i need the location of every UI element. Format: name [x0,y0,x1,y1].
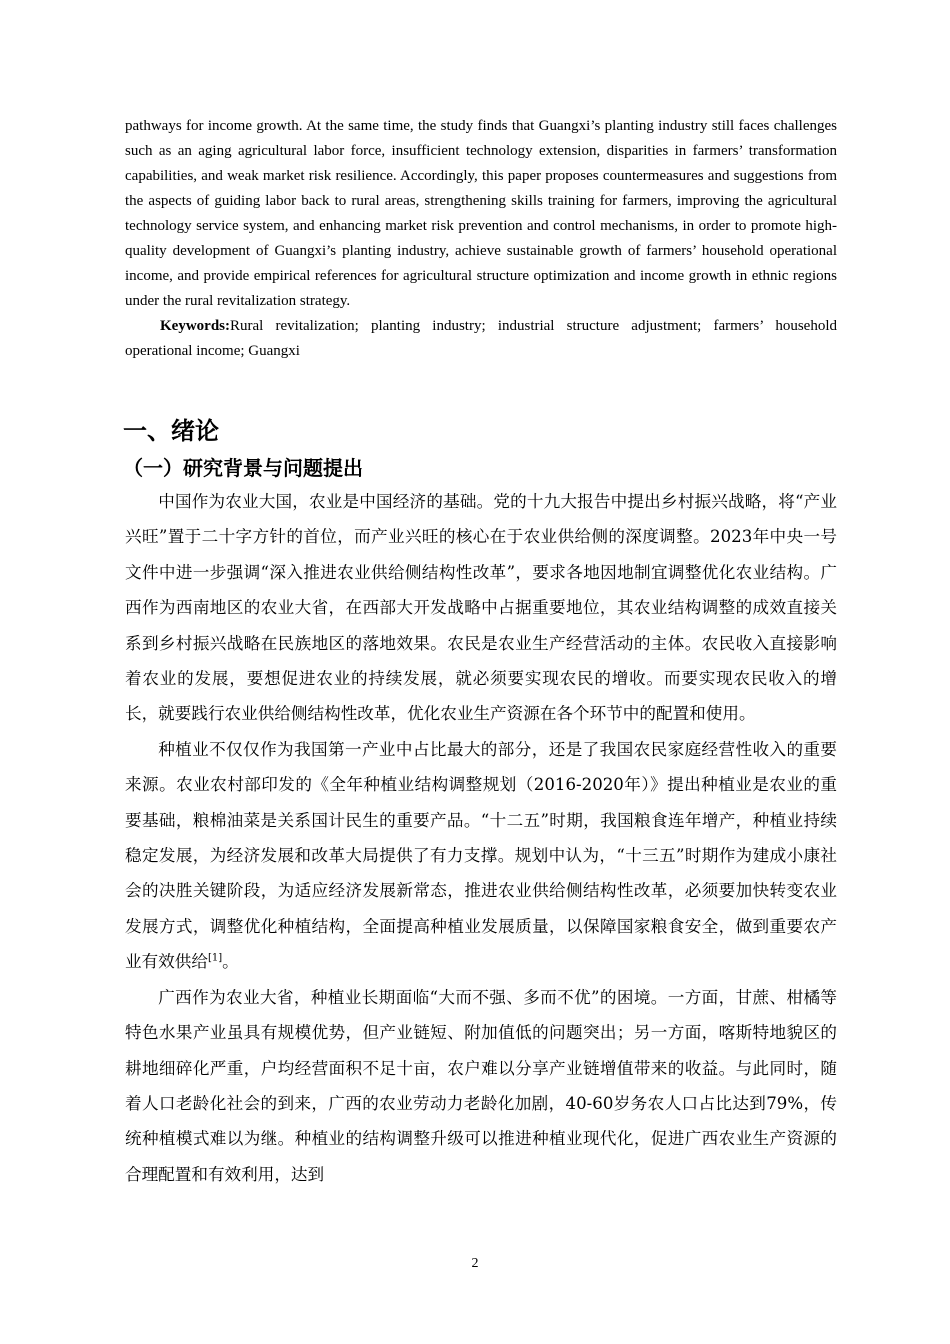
citation-1[interactable]: [1] [207,952,223,964]
keywords-text: Rural revitalization; planting industry; industrial structure adjustment; farmers’ household operational income; Guangxi [125,318,837,359]
subsection-heading: （一）研究背景与问题提出 [123,456,363,480]
paragraph-2-text: 种植业不仅仅作为我国第一产业中占比最大的部分，还是了我国农民家庭经营性收入的重要来源。农业农村部印发的《全年种植业结构调整规划（2016-2020年）》提出种植业是农业的重要基础，粮棉油菜是关系国计民生的重要产品。“十二五”时期，我国粮食连年增产，种植业持续稳定发展，为经济发展和改革大局提供了有力支撑。规划中认为，“十三五”时期作为建成小康社会的决胜关键阶段，为适应经济发展新常态，推进农业供给侧结构性改革，必须要加快转变农业发展方式，调整优化种植结构，全面提高种植业发展质量，以保障国家粮食安全，做到重要农产业有效供给 [125,739,837,972]
paragraph-2 [125,732,837,980]
page-number: 2 [471,1256,479,1271]
paragraph-3: 广西作为农业大省，种植业长期面临“大而不强、多而不优”的困境。一方面，甘蔗、柑橘等特色水果产业虽具有规模优势，但产业链短、附加值低的问题突出；另一方面，喀斯特地貌区的耕地细碎化严重，户均经营面积不足十亩，农户难以分享产业链增值带来的收益。与此同时，随着人口老龄化社会的到来，广西的农业劳动力老龄化加剧，40-60岁务农人口占比达到79%，传统种植模式难以为继。种植业的结构调整升级可以推进种植业现代化，促进广西农业生产资源的合理配置和有效利用，达到 [125,987,837,1184]
paragraph-2-end: 。 [222,952,239,972]
abstract [125,114,837,364]
abstract-text: pathways for income growth. At the same time, the study finds that Guangxi’s planting industry still faces challenges such as an aging agricultural labor force, insufficient technology extension, disparities in farmers’ transformation capabilities, and weak market risk resilience. Accordingly, this paper proposes countermeasures and suggestions from the aspects of guiding labor back to rural areas, strengthening skills training for farmers, improving the agricultural technology service system, and enhancing market risk prevention and control mechanisms, in order to promote high-quality development of Guangxi’s planting industry, achieve sustainable growth of farmers’ household operational income, and provide empirical references for agricultural structure optimization and income growth in ethnic regions under the rural revitalization strategy. [125,118,837,309]
keywords-label: Keywords: [160,318,230,334]
section-heading: 一、绪论 [123,417,219,445]
keywords-line [125,314,837,364]
body-text [125,484,837,1192]
paragraph-1: 中国作为农业大国，农业是中国经济的基础。党的十九大报告中提出乡村振兴战略，将“产业兴旺”置于二十字方针的首位，而产业兴旺的核心在于农业供给侧的深度调整。2023年中央一号文件中进一步强调“深入推进农业供给侧结构性改革”，要求各地因地制宜调整优化农业结构。广西作为西南地区的农业大省，在西部大开发战略中占据重要地位，其农业结构调整的成效直接关系到乡村振兴战略在民族地区的落地效果。农民是农业生产经营活动的主体。农民收入直接影响着农业的发展，要想促进农业的持续发展，就必须要实现农民的增收。而要实现农民收入的增长，就要践行农业供给侧结构性改革，优化农业生产资源在各个环节中的配置和使用。 [125,492,837,724]
